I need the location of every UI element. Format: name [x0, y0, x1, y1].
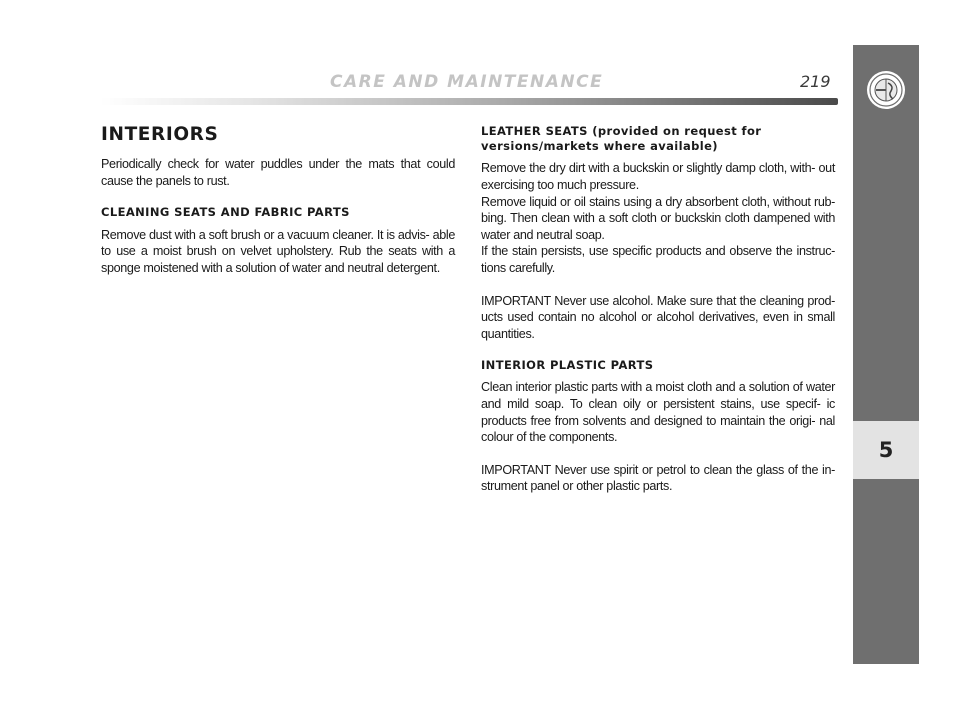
page-number: 219 — [800, 72, 831, 91]
section-heading-plastic-parts: INTERIOR PLASTIC PARTS — [481, 358, 654, 373]
header-rule — [100, 98, 838, 105]
leather-important-note: IMPORTANT Never use alcohol. Make sure that the cleaning prod- ucts used contain no alcohol or alcohol derivatives, even in small quantities. — [481, 293, 835, 341]
right-column — [481, 124, 835, 511]
section-heading-leather-seats: LEATHER SEATS (provided on request for versions/markets where available) — [481, 124, 762, 154]
page-title: INTERIORS — [101, 124, 219, 145]
cleaning-seats-paragraph: Remove dust with a soft brush or a vacuum cleaner. It is advis- able to use a moist brush on velvet upholstery. Rub the seats with a sponge moistened with a solution of water and neutral detergent. — [101, 227, 455, 275]
chapter-side-tab — [853, 45, 919, 664]
left-column — [101, 124, 455, 292]
leather-paragraph-1: Remove the dry dirt with a buckskin or slightly damp cloth, with- out exercising too much pressure. — [481, 161, 835, 192]
intro-paragraph: Periodically check for water puddles under the mats that could cause the panels to rust. — [101, 157, 455, 188]
page-header-title: CARE AND MAINTENANCE — [330, 72, 604, 92]
section-heading-cleaning-seats: CLEANING SEATS AND FABRIC PARTS — [101, 205, 350, 220]
alfa-romeo-badge-icon — [866, 70, 906, 110]
chapter-number-tab: 5 — [853, 421, 919, 479]
leather-paragraph-3: If the stain persists, use specific products and observe the instruc- tions carefully. — [481, 244, 835, 275]
plastic-important-note: IMPORTANT Never use spirit or petrol to clean the glass of the in- strument panel or other plastic parts. — [481, 462, 835, 494]
plastic-parts-paragraph: Clean interior plastic parts with a moist cloth and a solution of water and mild soap. To clean oily or persistent stains, use specif- ic products free from solvents and designed to maintain the origi- nal colour of the components. — [481, 380, 835, 445]
leather-paragraph-2: Remove liquid or oil stains using a dry absorbent cloth, without rub- bing. Then clean with a soft cloth or buckskin cloth dampened with water and neutral soap. — [481, 194, 835, 242]
